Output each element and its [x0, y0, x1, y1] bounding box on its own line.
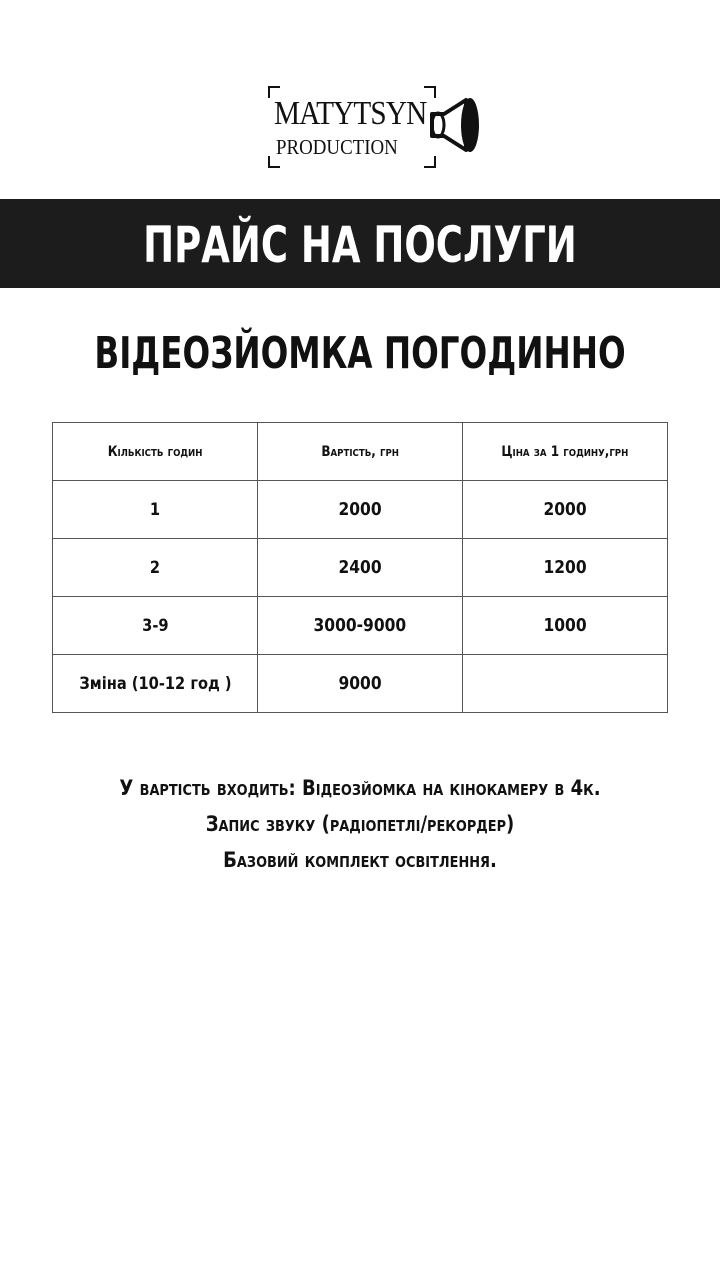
cell-cost: 3000-9000 [258, 597, 463, 655]
cell-hours: 2 [53, 539, 258, 597]
note-line: У вартість входить: Відеозйомка на кінокамеру в 4к. [119, 776, 601, 800]
cell-price-per-hour [463, 655, 668, 713]
table-header-row [53, 423, 668, 481]
title-banner [0, 199, 720, 288]
cell-cost: 2000 [258, 481, 463, 539]
table-row [53, 655, 668, 713]
logo-frame [268, 86, 436, 168]
cell-cost: 9000 [258, 655, 463, 713]
cell-hours: Зміна (10-12 год ) [53, 655, 258, 713]
section-title: ВІДЕОЗЙОМКА ПОГОДИННО [94, 328, 626, 379]
note-line: Запис звуку (радіопетлі/рекордер) [205, 812, 515, 836]
logo-corner [424, 156, 436, 168]
cell-price-per-hour: 2000 [463, 481, 668, 539]
cell-price-per-hour: 1200 [463, 539, 668, 597]
header-price-per-hour: Ціна за 1 годину,грн [463, 423, 668, 481]
price-table [52, 422, 668, 713]
header-cost: Вартість, грн [258, 423, 463, 481]
cell-price-per-hour: 1000 [463, 597, 668, 655]
note-line: Базовий комплект освітлення. [223, 848, 497, 872]
cell-hours: 1 [53, 481, 258, 539]
logo [268, 86, 482, 170]
header-hours: Кількість годин [53, 423, 258, 481]
banner-title: ПРАЙС НА ПОСЛУГИ [143, 215, 577, 274]
cell-cost: 2400 [258, 539, 463, 597]
cell-hours: 3-9 [53, 597, 258, 655]
logo-subtitle: PRODUCTION [276, 135, 398, 159]
table-row [53, 597, 668, 655]
megaphone-icon [428, 94, 482, 156]
table-row [53, 539, 668, 597]
table-row [53, 481, 668, 539]
included-services-notes [0, 770, 720, 878]
logo-name: MATYTSYN [274, 95, 427, 132]
